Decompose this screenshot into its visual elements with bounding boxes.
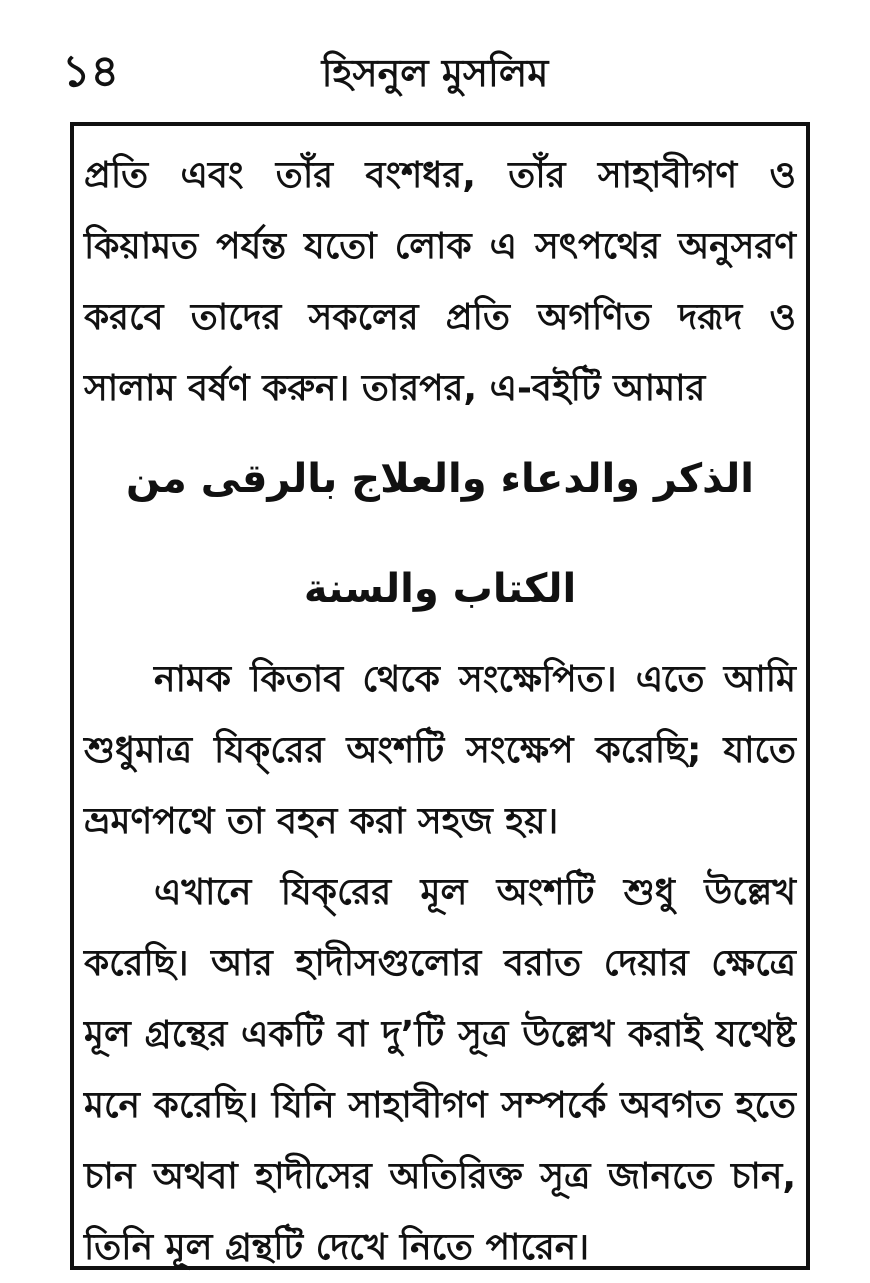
content-box [70,122,810,1270]
running-title: হিসনুল মুসলিম [321,51,549,95]
paragraph-2: নামক কিতাব থেকে সংক্ষেপিত। এতে আমি শুধুমাত্র যিক্‌রের অংশটি সংক্ষেপ করেছি; যাতে ভ্রমণপথে তা বহন করা সহজ হয়। [84,659,796,842]
paragraph-3: এখানে যিক্‌রের মূল অংশটি শুধু উল্লেখ করেছি। আর হাদীসগুলোর বরাত দেয়ার ক্ষেত্রে মূল গ্রন্থের একটি বা দু’টি সূত্র উল্লেখ করাই যথেষ্ট মনে করেছি। যিনি সাহাবীগণ সম্পর্কে অবগত হতে চান অথবা হাদীসের অতিরিক্ত সূত্র জানতে চান, তিনি মূল গ্রন্থটি দেখে নিতে পারেন। [84,872,796,1268]
page-header [0,40,870,110]
page-number: ১৪ [62,46,120,97]
arabic-book-title: الذكر والدعاء والعلاج بالرقى من الكتاب والسنة [126,456,754,612]
paragraph-1: প্রতি এবং তাঁর বংশধর, তাঁর সাহাবীগণ ও কিয়ামত পর্যন্ত যতো লোক এ সৎপথের অনুসরণ করবে তাদের সকলের প্রতি অগণিত দরূদ ও সালাম বর্ষণ করুন। তারপর, এ-বইটি আমার [84,155,796,409]
